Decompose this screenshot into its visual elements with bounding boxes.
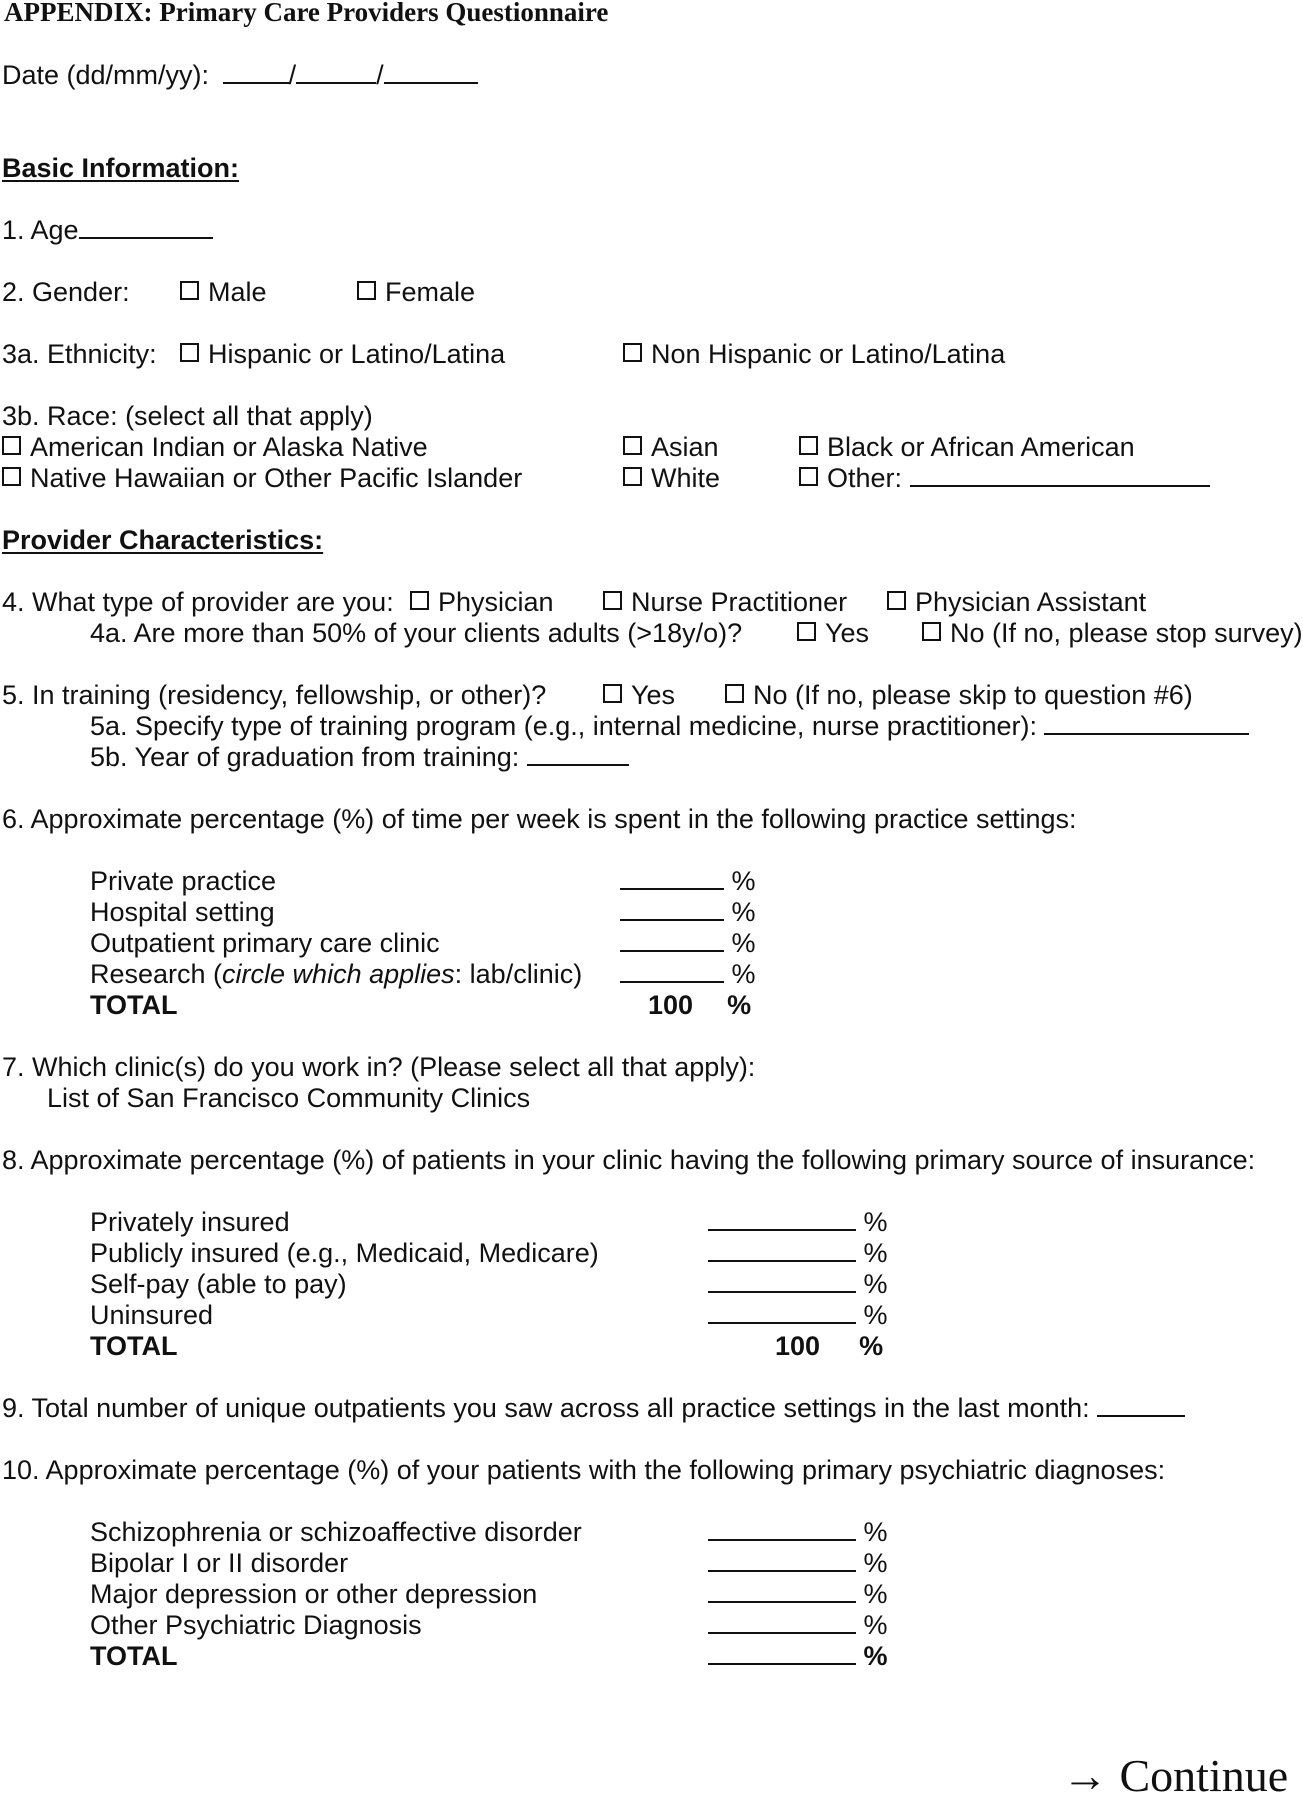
training-program-field[interactable]	[1044, 711, 1249, 735]
q8-row-label: Privately insured	[90, 1207, 290, 1237]
q5-row	[2, 680, 1302, 711]
checkbox-icon[interactable]	[2, 467, 21, 486]
q10-row-label: Bipolar I or II disorder	[90, 1548, 349, 1578]
q6-label: 6. Approximate percentage (%) of time per week is spent in the following practice settings:	[2, 804, 1077, 834]
date-year-field[interactable]	[384, 60, 478, 84]
gender-female-option[interactable]: Female	[357, 277, 475, 308]
q8-pct-field-row: %	[708, 1269, 888, 1300]
checkbox-icon[interactable]	[623, 343, 642, 362]
private-practice-pct-field[interactable]	[620, 866, 724, 890]
q10-total-row: %	[708, 1641, 888, 1672]
q5b-label: 5b. Year of graduation from training:	[90, 742, 520, 772]
research-instruction: circle which applies	[222, 959, 455, 989]
graduation-year-field[interactable]	[527, 742, 629, 766]
q10-row-label: Schizophrenia or schizoaffective disorder	[90, 1517, 582, 1547]
q10-label: 10. Approximate percentage (%) of your patients with the following primary psychiatric diagnoses:	[2, 1455, 1166, 1485]
date-day-field[interactable]	[223, 60, 289, 84]
q4a-label: 4a. Are more than 50% of your clients adults (>18y/o)?	[90, 618, 743, 648]
gender-male-option[interactable]: Male	[180, 277, 267, 308]
self-pay-pct-field[interactable]	[708, 1269, 856, 1293]
q4-label: 4. What type of provider are you:	[2, 587, 394, 617]
adults-yes-option[interactable]: Yes	[797, 618, 869, 649]
q10-pct-field-row: %	[708, 1517, 888, 1548]
q6-total-row: 100 %	[648, 990, 752, 1020]
arrow-right-icon: →	[1062, 1750, 1108, 1801]
continue-button[interactable]	[1062, 1750, 1288, 1802]
q8-pct-field-row: %	[708, 1300, 888, 1331]
date-separator: /	[288, 60, 297, 90]
q3a-label: 3a. Ethnicity:	[2, 339, 157, 369]
depression-pct-field[interactable]	[708, 1579, 856, 1603]
other-diagnosis-pct-field[interactable]	[708, 1610, 856, 1634]
q6-row-label: Hospital setting	[90, 897, 275, 927]
diagnosis-total-pct-field[interactable]	[708, 1641, 856, 1665]
race-asian-option[interactable]: Asian	[623, 432, 719, 463]
q8-total-row: 100 %	[775, 1331, 884, 1361]
continue-label: Continue	[1119, 1750, 1289, 1801]
checkbox-icon[interactable]	[797, 622, 816, 641]
q1-row	[2, 215, 213, 246]
q2-row	[2, 277, 1302, 308]
q6-row-label: Private practice	[90, 866, 277, 896]
q5-label: 5. In training (residency, fellowship, or other)?	[2, 680, 547, 710]
q2-label: 2. Gender:	[2, 277, 130, 307]
publicly-insured-pct-field[interactable]	[708, 1238, 856, 1262]
q10-pct-field-row: %	[708, 1548, 888, 1579]
q5a-row	[90, 711, 1249, 742]
checkbox-icon[interactable]	[799, 467, 818, 486]
q4-row	[2, 587, 1302, 618]
checkbox-icon[interactable]	[2, 436, 21, 455]
q8-row-label: Publicly insured (e.g., Medicaid, Medicare)	[90, 1238, 599, 1268]
race-american-indian-option[interactable]: American Indian or Alaska Native	[2, 432, 428, 463]
hospital-setting-pct-field[interactable]	[620, 897, 724, 921]
q3b-label: 3b. Race: (select all that apply)	[2, 401, 373, 431]
q8-total-value: 100	[775, 1331, 821, 1361]
checkbox-icon[interactable]	[180, 343, 199, 362]
research-pct-field[interactable]	[620, 959, 724, 983]
q6-pct-field-row: %	[620, 897, 756, 928]
q1-label: 1. Age	[2, 215, 79, 245]
section-heading-basic: Basic Information:	[2, 153, 240, 183]
q3b-row-2	[2, 463, 1302, 494]
uninsured-pct-field[interactable]	[708, 1300, 856, 1324]
ethnicity-hispanic-option[interactable]: Hispanic or Latino/Latina	[180, 339, 505, 370]
outpatient-count-field[interactable]	[1097, 1393, 1185, 1417]
provider-physician-assistant-option[interactable]: Physician Assistant	[887, 587, 1146, 618]
q10-row-label: Major depression or other depression	[90, 1579, 538, 1609]
race-other-option[interactable]: Other:	[799, 463, 1210, 494]
checkbox-icon[interactable]	[725, 684, 744, 703]
section-heading-provider: Provider Characteristics:	[2, 525, 324, 555]
bipolar-pct-field[interactable]	[708, 1548, 856, 1572]
q10-row-label: Other Psychiatric Diagnosis	[90, 1610, 422, 1640]
training-no-option[interactable]: No (If no, please skip to question #6)	[725, 680, 1193, 711]
adults-no-option[interactable]: No (If no, please stop survey)	[922, 618, 1303, 649]
race-other-field[interactable]	[910, 463, 1210, 487]
q5a-label: 5a. Specify type of training program (e.g., internal medicine, nurse practitioner):	[90, 711, 1037, 741]
q3a-row	[2, 339, 1302, 370]
checkbox-icon[interactable]	[603, 684, 622, 703]
q6-pct-field-row: %	[620, 928, 756, 959]
q8-row-label: Uninsured	[90, 1300, 214, 1330]
privately-insured-pct-field[interactable]	[708, 1207, 856, 1231]
q6-total-label: TOTAL	[90, 990, 178, 1020]
q10-pct-field-row: %	[708, 1579, 888, 1610]
date-separator: /	[376, 60, 384, 90]
q6-row-label: Research (circle which applies: lab/clinic)	[90, 959, 583, 989]
checkbox-icon[interactable]	[623, 467, 642, 486]
q9-row	[2, 1393, 1185, 1424]
checkbox-icon[interactable]	[410, 591, 429, 610]
q6-row-label: Outpatient primary care clinic	[90, 928, 440, 958]
provider-nurse-practitioner-option[interactable]: Nurse Practitioner	[603, 587, 847, 618]
q6-total-value: 100	[648, 990, 694, 1020]
clinic-list-link[interactable]: List of San Francisco Community Clinics	[47, 1083, 531, 1113]
q6-pct-field-row: %	[620, 959, 756, 990]
page-title: APPENDIX: Primary Care Providers Questionnaire	[4, 0, 609, 27]
q8-row-label: Self-pay (able to pay)	[90, 1269, 347, 1299]
date-month-field[interactable]	[296, 60, 376, 84]
date-label: Date (dd/mm/yy):	[2, 60, 210, 90]
q6-pct-field-row: %	[620, 866, 756, 897]
q10-total-label: TOTAL	[90, 1641, 178, 1671]
checkbox-icon[interactable]	[623, 436, 642, 455]
checkbox-icon[interactable]	[799, 436, 818, 455]
race-black-option[interactable]: Black or African American	[799, 432, 1135, 463]
checkbox-icon[interactable]	[357, 281, 376, 300]
checkbox-icon[interactable]	[603, 591, 622, 610]
q7-label: 7. Which clinic(s) do you work in? (Please select all that apply):	[2, 1052, 756, 1082]
q8-label: 8. Approximate percentage (%) of patients in your clinic having the following primary source of insurance:	[2, 1145, 1256, 1175]
checkbox-icon[interactable]	[180, 281, 199, 300]
provider-physician-option[interactable]: Physician	[410, 587, 554, 618]
checkbox-icon[interactable]	[887, 591, 906, 610]
race-pacific-islander-option[interactable]: Native Hawaiian or Other Pacific Islander	[2, 463, 522, 494]
checkbox-icon[interactable]	[922, 622, 941, 641]
q8-pct-field-row: %	[708, 1207, 888, 1238]
q3b-row-1	[2, 432, 1302, 463]
race-white-option[interactable]: White	[623, 463, 720, 494]
training-yes-option[interactable]: Yes	[603, 680, 675, 711]
q4a-row	[90, 618, 1302, 649]
ethnicity-non-hispanic-option[interactable]: Non Hispanic or Latino/Latina	[623, 339, 1005, 370]
outpatient-clinic-pct-field[interactable]	[620, 928, 724, 952]
q10-pct-field-row: %	[708, 1610, 888, 1641]
schizophrenia-pct-field[interactable]	[708, 1517, 856, 1541]
date-row	[2, 60, 478, 91]
q5b-row	[90, 742, 629, 773]
age-field[interactable]	[79, 215, 213, 239]
q8-pct-field-row: %	[708, 1238, 888, 1269]
q8-total-label: TOTAL	[90, 1331, 178, 1361]
q9-label: 9. Total number of unique outpatients you saw across all practice settings in the last month:	[2, 1393, 1090, 1423]
